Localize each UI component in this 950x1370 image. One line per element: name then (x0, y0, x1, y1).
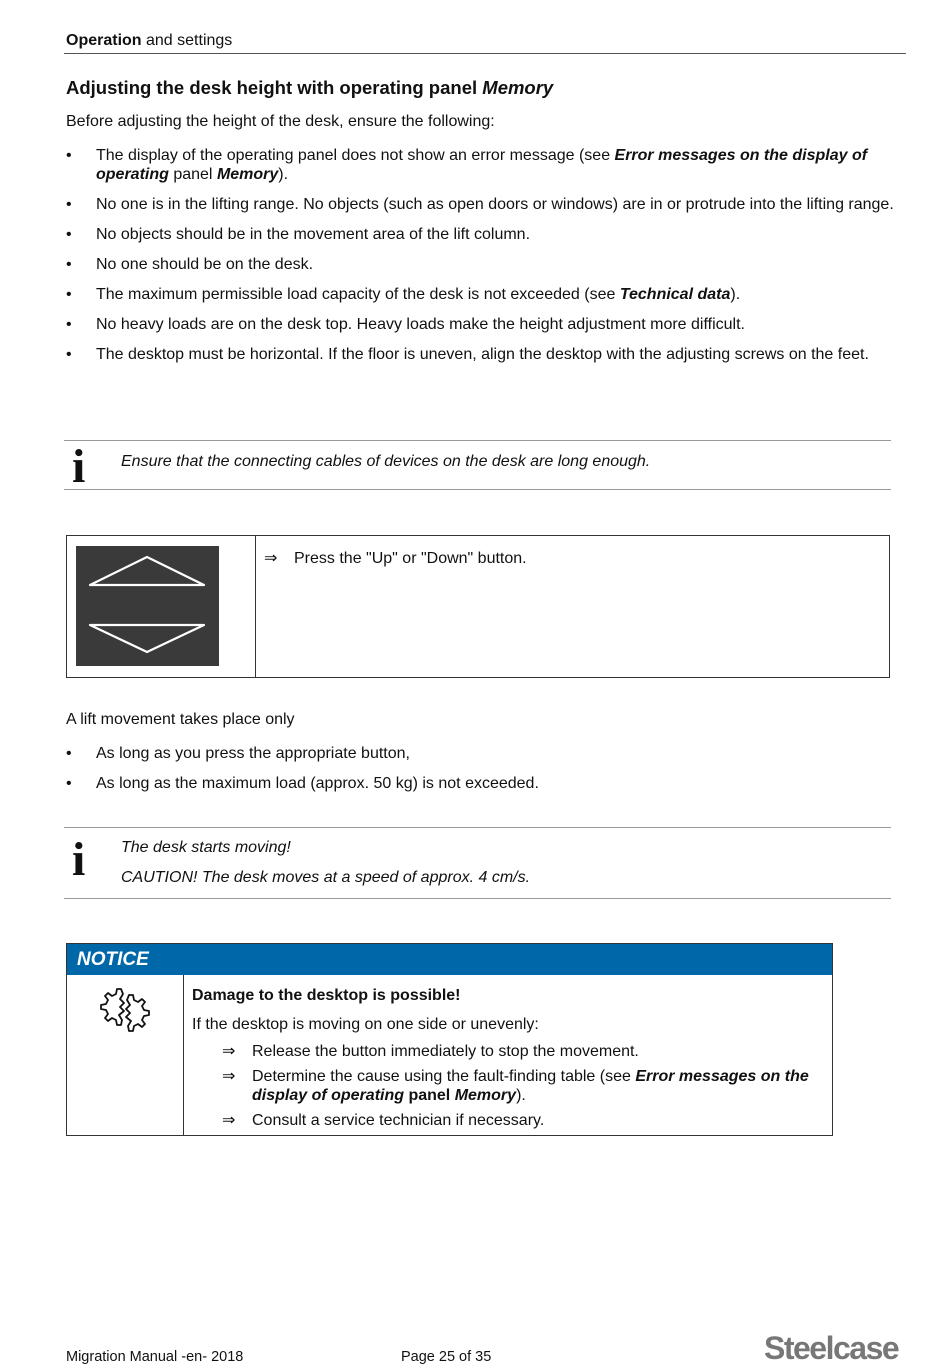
button-image-cell (67, 536, 256, 677)
list-item (66, 255, 896, 274)
notice-box (66, 943, 833, 1136)
damage-gear-icon (99, 985, 151, 1037)
bullet-icon: • (66, 745, 72, 762)
notice-icon-cell (67, 975, 184, 1135)
info-icon: i (72, 440, 86, 493)
info-note-text: Ensure that the connecting cables of devices on the desk are long enough. (121, 453, 651, 470)
bullet-icon: • (66, 346, 72, 363)
text: ). (730, 286, 741, 303)
bullet-icon: • (66, 286, 72, 303)
step-instruction (264, 548, 527, 568)
running-header (66, 32, 232, 50)
info-note (64, 440, 891, 493)
list-item (66, 774, 896, 793)
up-down-arrows-icon (76, 546, 219, 666)
steelcase-logo: Steelcase (764, 1330, 899, 1366)
text: As long as you press the appropriate button, (96, 745, 410, 762)
reference-link: Error messages on the display of operating (96, 147, 868, 183)
notice-title: Damage to the desktop is possible! (192, 987, 461, 1004)
reference-link: Error messages on the display of operating (252, 1068, 809, 1104)
header-divider (64, 53, 906, 54)
text: No heavy loads are on the desk top. Heavy loads make the height adjustment more difficult. (96, 316, 745, 333)
notice-body (192, 986, 822, 1130)
text: panel (168, 166, 217, 183)
text: Release the button immediately to stop the movement. (252, 1043, 639, 1060)
list-item (66, 195, 896, 214)
bullet-icon: • (66, 316, 72, 333)
arrow-right-icon: ⇒ (222, 1112, 236, 1129)
text: No objects should be in the movement area of the lift column. (96, 226, 531, 243)
intro-paragraph: Before adjusting the height of the desk, ensure the following: (66, 113, 495, 130)
reference-emphasis: Memory (454, 1087, 517, 1104)
lift-conditions-list (66, 744, 896, 793)
section-title-text: Adjusting the desk height with operating panel (66, 77, 483, 98)
info-icon: i (72, 833, 86, 886)
text: The maximum permissible load capacity of the desk is not exceeded (see (96, 286, 620, 303)
bullet-icon: • (66, 226, 72, 243)
text: No one is in the lifting range. No objects (such as open doors or windows) are in or protrude into the lifting range. (96, 196, 894, 213)
text: Consult a service technician if necessary. (252, 1112, 545, 1129)
arrow-right-icon: ⇒ (264, 550, 278, 567)
text: No one should be on the desk. (96, 256, 314, 273)
notice-step (192, 1067, 822, 1105)
section-title (66, 77, 553, 99)
text: As long as the maximum load (approx. 50 kg) is not exceeded. (96, 775, 539, 792)
text: ). (516, 1087, 526, 1104)
text-bold: panel (404, 1087, 455, 1104)
list-item (66, 345, 896, 364)
notice-step (192, 1111, 822, 1130)
list-item (66, 285, 896, 304)
text: ). (278, 166, 289, 183)
arrow-right-icon: ⇒ (222, 1068, 236, 1085)
bullet-icon: • (66, 196, 72, 213)
list-item (66, 315, 896, 334)
running-header-rest: and settings (141, 32, 233, 49)
reference-link: Technical data (619, 286, 731, 303)
arrow-right-icon: ⇒ (222, 1043, 236, 1060)
info-note-text (121, 833, 530, 893)
notice-heading (67, 944, 832, 975)
bullet-icon: • (66, 147, 72, 164)
notice-heading-text: NOTICE (77, 949, 149, 970)
notice-step (192, 1042, 822, 1061)
list-item (66, 146, 896, 184)
list-item (66, 744, 896, 763)
section-title-italic: Memory (482, 77, 554, 98)
bullet-icon: • (66, 775, 72, 792)
lift-intro: A lift movement takes place only (66, 711, 295, 728)
text: The display of the operating panel does not show an error message (see (96, 147, 615, 164)
info-line: The desk starts moving! (121, 839, 291, 856)
reference-emphasis: Memory (216, 166, 279, 183)
info-note (64, 827, 891, 899)
footer-page-number: Page 25 of 35 (401, 1349, 492, 1365)
notice-intro: If the desktop is moving on one side or unevenly: (192, 1016, 539, 1033)
info-line: CAUTION! The desk moves at a speed of approx. 4 cm/s. (121, 869, 531, 886)
running-header-bold: Operation (66, 32, 142, 49)
list-item (66, 225, 896, 244)
footer-document-title: Migration Manual -en- 2018 (66, 1349, 244, 1365)
prerequisite-list (66, 146, 896, 364)
up-down-button-panel (76, 546, 219, 666)
step-instruction-text: Press the "Up" or "Down" button. (294, 550, 527, 567)
text: The desktop must be horizontal. If the floor is uneven, align the desktop with the adjusting screws on the feet. (96, 346, 869, 363)
step-table (66, 535, 890, 678)
bullet-icon: • (66, 256, 72, 273)
text: Determine the cause using the fault-finding table (see (252, 1068, 636, 1085)
